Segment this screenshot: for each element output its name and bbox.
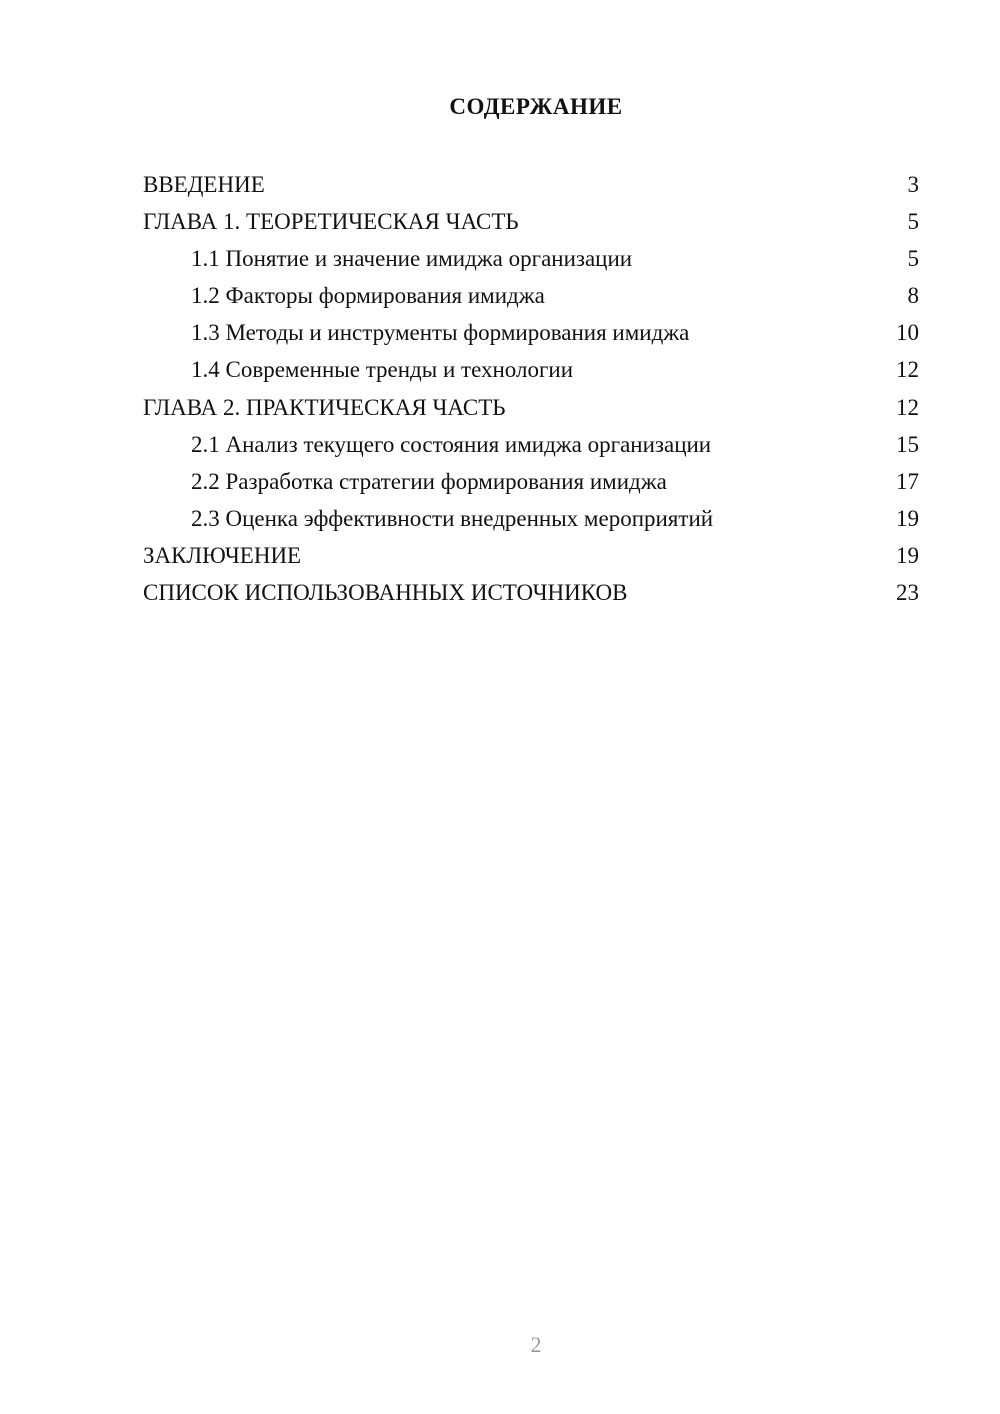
toc-item-label: 2.2 Разработка стратегии формирования имиджа	[191, 468, 667, 494]
toc-item-page: 19	[896, 542, 919, 568]
toc-item-label: ГЛАВА 2. ПРАКТИЧЕСКАЯ ЧАСТЬ	[143, 394, 506, 420]
toc-item-section-1-2	[143, 277, 919, 314]
toc-item-section-2-2	[143, 463, 919, 500]
toc-item-references	[143, 574, 919, 611]
toc-item-page: 19	[896, 505, 919, 531]
page-number: 2	[530, 1332, 542, 1357]
toc-item-label: 1.4 Современные тренды и технологии	[191, 357, 574, 383]
toc-item-page: 8	[907, 283, 919, 309]
toc-item-page: 3	[907, 172, 919, 197]
toc-item-section-2-3	[143, 500, 919, 537]
toc-item-page: 17	[896, 468, 919, 494]
toc-item-label: 2.1 Анализ текущего состояния имиджа организации	[191, 431, 712, 457]
toc-item-chapter-2	[143, 389, 919, 426]
toc-list	[143, 166, 919, 611]
toc-item-label: 2.3 Оценка эффективности внедренных мероприятий	[191, 505, 714, 531]
toc-item-section-1-4	[143, 351, 919, 388]
toc-item-page: 5	[907, 209, 919, 235]
toc-item-chapter-1	[143, 203, 919, 240]
toc-item-section-2-1	[143, 426, 919, 463]
toc-item-label: ГЛАВА 1. ТЕОРЕТИЧЕСКАЯ ЧАСТЬ	[143, 209, 519, 235]
toc-item-label: 1.2 Факторы формирования имиджа	[191, 283, 545, 309]
toc-item-page: 5	[907, 246, 919, 272]
toc-item-page: 23	[896, 580, 919, 606]
toc-item-conclusion	[143, 537, 919, 574]
toc-item-label: ВВЕДЕНИЕ	[143, 172, 265, 197]
toc-item-introduction	[143, 166, 919, 203]
toc-item-page: 12	[896, 357, 919, 383]
toc-item-label: СПИСОК ИСПОЛЬЗОВАННЫХ ИСТОЧНИКОВ	[143, 580, 628, 606]
toc-item-section-1-1	[143, 240, 919, 277]
toc-item-page: 12	[896, 394, 919, 420]
toc-item-label: 1.3 Методы и инструменты формирования имиджа	[191, 320, 690, 346]
toc-title: СОДЕРЖАНИЕ	[449, 94, 623, 119]
toc-item-label: 1.1 Понятие и значение имиджа организации	[191, 246, 633, 272]
toc-item-page: 10	[896, 320, 919, 346]
toc-item-section-1-3	[143, 314, 919, 351]
toc-item-page: 15	[896, 431, 919, 457]
toc-item-label: ЗАКЛЮЧЕНИЕ	[143, 542, 302, 568]
